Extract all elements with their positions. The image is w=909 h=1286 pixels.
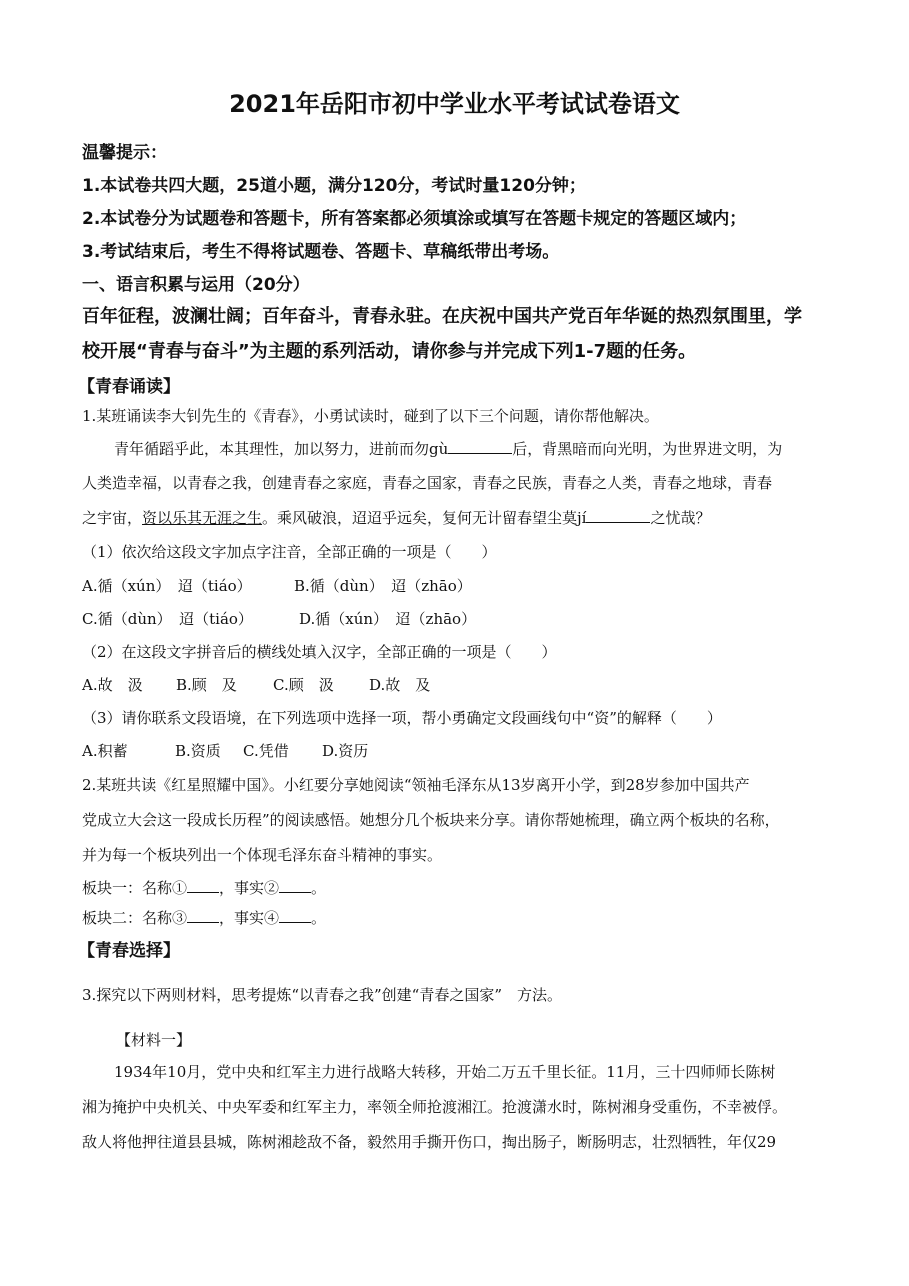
board2-fact-label: ，事实④ <box>219 909 280 927</box>
passage-line3-c: 之忧哉？ <box>650 509 711 527</box>
passage-line3-b: 。乘风破浪，迢迢乎远矣，复何无计留春望尘莫jí <box>262 509 587 527</box>
board2-end: 。 <box>311 909 327 927</box>
answer-blank[interactable] <box>187 908 219 923</box>
material1-line3: 敌人将他押往道县县城，陈树湘趁敌不备，毅然用手撕开伤口，掏出肠子，断肠明志，壮烈牺牲，年仅29 <box>82 1133 777 1151</box>
answer-blank[interactable] <box>448 439 512 454</box>
sub2-option-c[interactable]: C.顾 汲 <box>273 676 334 694</box>
board1-fact-label: ，事实② <box>219 879 280 897</box>
sub2-option-d[interactable]: D.故 及 <box>369 676 431 694</box>
sub2-stem: （2）在这段文字拼音后的横线处填入汉字，全部正确的一项是（ ） <box>82 643 557 661</box>
board1-name-label: 板块一：名称① <box>82 879 188 897</box>
sub3-option-b[interactable]: B.资质 <box>175 742 221 760</box>
q2-line1: 2.某班共读《红星照耀中国》。小红要分享她阅读“领袖毛泽东从13岁离开小学，到28岁参加中国共产 <box>82 776 750 794</box>
q1-stem: 1.某班诵读李大钊先生的《青春》，小勇试读时，碰到了以下三个问题，请你帮他解决。 <box>82 407 659 425</box>
answer-blank[interactable] <box>279 908 311 923</box>
q3-stem: 3.探究以下两则材料，思考提炼“以青春之我”创建“青春之国家” 方法。 <box>82 986 562 1004</box>
answer-blank[interactable] <box>279 878 311 893</box>
passage-line3 <box>82 507 711 528</box>
page-title: 2021年岳阳市初中学业水平考试试卷语文 <box>229 90 680 118</box>
q2-line3: 并为每一个板块列出一个体现毛泽东奋斗精神的事实。 <box>82 846 443 864</box>
section1-heading: 一、语言积累与运用（20分） <box>82 275 310 295</box>
sub2-option-b[interactable]: B.顾 及 <box>176 676 237 694</box>
sub1-option-a[interactable]: A.循（xún） 迢（tiáo） <box>82 577 252 595</box>
board2-name-label: 板块二：名称③ <box>82 909 188 927</box>
sub1-option-b[interactable]: B.循（dùn） 迢（zhāo） <box>294 577 472 595</box>
block1-heading: 【青春诵读】 <box>78 377 180 397</box>
sub1-stem: （1）依次给这段文字加点字注音，全部正确的一项是（ ） <box>82 543 497 561</box>
tip-item-3: 3.考试结束后，考生不得将试题卷、答题卡、草稿纸带出考场。 <box>82 242 560 262</box>
section1-intro-line1: 百年征程，波澜壮阔；百年奋斗，青春永驻。在庆祝中国共产党百年华诞的热烈氛围里，学 <box>82 306 802 327</box>
q2-board1 <box>82 877 326 898</box>
passage-line1-b: 后，背黑暗而向光明，为世界进文明，为 <box>512 440 783 458</box>
board1-end: 。 <box>311 879 327 897</box>
material1-label: 【材料一】 <box>116 1031 192 1049</box>
tip-item-1: 1.本试卷共四大题，25道小题，满分120分，考试时量120分钟； <box>82 176 586 196</box>
section1-intro-line2: 校开展“青春与奋斗”为主题的系列活动，请你参与并完成下列1-7题的任务。 <box>82 341 697 362</box>
material1-line1: 1934年10月，党中央和红军主力进行战略大转移，开始二万五千里长征。11月，三十四师师长陈树 <box>114 1063 776 1081</box>
material1-line2: 湘为掩护中央机关、中央军委和红军主力，率领全师抢渡湘江。抢渡潇水时，陈树湘身受重伤，不幸被俘。 <box>82 1098 788 1116</box>
sub1-option-c[interactable]: C.循（dùn） 迢（tiáo） <box>82 610 253 628</box>
sub3-option-d[interactable]: D.资历 <box>322 742 369 760</box>
answer-blank[interactable] <box>187 878 219 893</box>
sub1-option-d[interactable]: D.循（xún） 迢（zhāo） <box>299 610 477 628</box>
underlined-sentence: 资以乐其无涯之生 <box>142 509 263 527</box>
passage-line2: 人类造幸福，以青春之我，创建青春之家庭，青春之国家，青春之民族，青春之人类，青春之地球，青春 <box>82 474 773 492</box>
sub3-option-c[interactable]: C.凭借 <box>243 742 289 760</box>
q2-line2: 党成立大会这一段成长历程”的阅读感悟。她想分几个板块来分享。请你帮她梳理，确立两个板块的名称， <box>82 811 780 829</box>
passage-line3-a: 之宇宙， <box>82 509 143 527</box>
tips-heading: 温馨提示： <box>82 143 167 163</box>
answer-blank[interactable] <box>586 508 650 523</box>
passage-line1 <box>114 438 782 459</box>
sub3-option-a[interactable]: A.积蓄 <box>82 742 128 760</box>
block2-heading: 【青春选择】 <box>78 941 180 961</box>
sub3-stem: （3）请你联系文段语境，在下列选项中选择一项，帮小勇确定文段画线句中“资”的解释（ ） <box>82 709 722 727</box>
passage-line1-a: 青年循蹈乎此，本其理性，加以努力，进前而勿gù <box>114 440 449 458</box>
q2-board2 <box>82 907 326 928</box>
tip-item-2: 2.本试卷分为试题卷和答题卡，所有答案都必须填涂或填写在答题卡规定的答题区域内； <box>82 209 747 229</box>
sub2-option-a[interactable]: A.故 汲 <box>82 676 143 694</box>
